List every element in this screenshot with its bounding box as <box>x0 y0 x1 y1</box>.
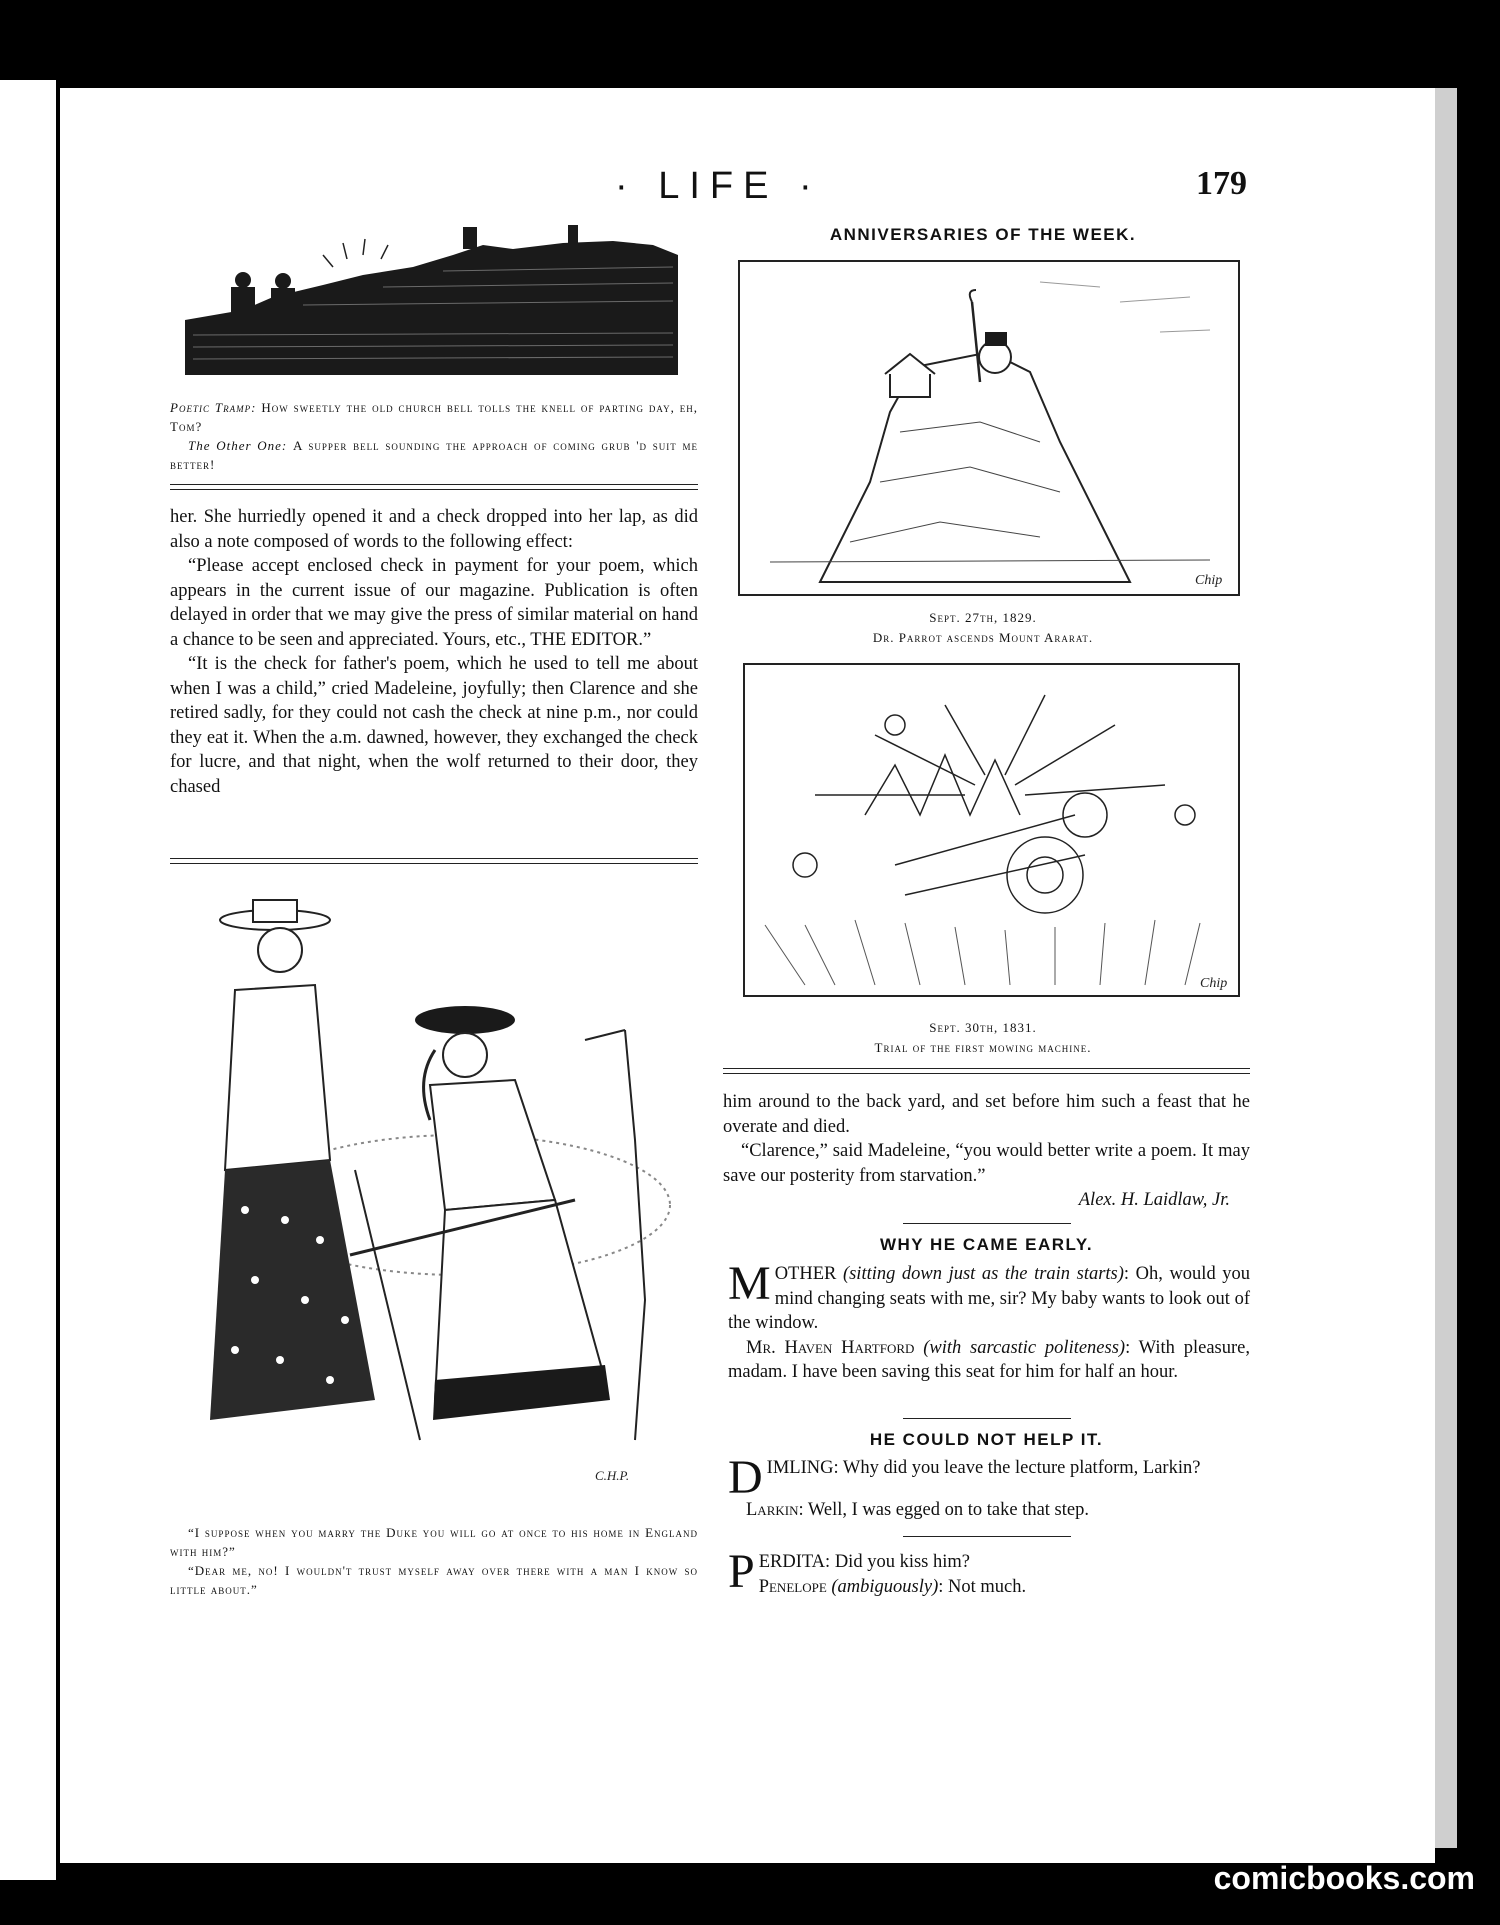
why-speaker-1: OTHER <box>774 1264 837 1284</box>
mowing-signature: Chip <box>1200 976 1228 991</box>
perdita-body <box>728 1545 1250 1599</box>
why-he-came-early-heading: WHY HE CAME EARLY. <box>879 1235 1094 1254</box>
why-dropcap: M <box>728 1257 771 1310</box>
ararat-date: Sept. 27th, 1829. <box>929 610 1037 625</box>
help-paragraph-1 <box>728 1451 1250 1504</box>
ararat-text: Dr. Parrot ascends Mount Ararat. <box>872 630 1094 645</box>
story-right-column <box>723 1090 1250 1213</box>
why-speaker-2: Mr. Haven Hartford <box>746 1337 915 1358</box>
perdita-speaker-2: Penelope <box>758 1576 827 1597</box>
magazine-title: · LIFE · <box>615 165 822 207</box>
tramp-silhouette-illustration <box>183 225 683 375</box>
mowing-machine-drawing <box>745 665 1238 995</box>
why-direction-2: (with sarcastic politeness) <box>923 1337 1126 1358</box>
help-speaker-1: IMLING: <box>766 1458 839 1478</box>
perdita-direction-2: (ambiguously) <box>831 1576 939 1597</box>
help-paragraph-2 <box>728 1498 1250 1523</box>
story-paragraph-2: “Please accept enclosed check in payment for your poem, which appears in the current issue of our magazine. Publication is often delayed in order that we may give the press of similar material on hand a chance to be seen and appreciated. Yours, etc., THE EDITOR.” <box>170 556 698 650</box>
anniversaries-heading: ANNIVERSARIES OF THE WEEK. <box>829 225 1137 244</box>
help-text-1: Why did you leave the lecture platform, Larkin? <box>842 1458 1201 1478</box>
ladies-caption-line-2: “Dear me, no! I wouldn't trust myself away over there with a man I know so little about.” <box>170 1563 698 1597</box>
mowing-machine-panel <box>743 663 1240 997</box>
two-ladies-illustration <box>115 880 685 1505</box>
tramp-line-2: A supper bell sounding the approach of coming grub 'd suit me better! <box>170 438 698 472</box>
why-direction-1: (sitting down just as the train starts) <box>842 1264 1124 1284</box>
perdita-text-1: Did you kiss him? <box>834 1552 970 1572</box>
story-author: Alex. H. Laidlaw, Jr. <box>1078 1190 1230 1210</box>
section-rule <box>723 1068 1250 1074</box>
mowing-date: Sept. 30th, 1831. <box>929 1020 1037 1035</box>
tramp-caption <box>170 398 698 474</box>
help-speaker-2: Larkin: <box>746 1500 804 1520</box>
tramp-speaker-1: Poetic Tramp: <box>170 400 257 415</box>
ladies-caption-line-1: “I suppose when you marry the Duke you will go at once to his home in England with him?” <box>170 1525 698 1559</box>
ladies-caption <box>170 1523 698 1599</box>
story-left-column <box>170 505 698 799</box>
short-rule <box>903 1223 1071 1224</box>
perdita-speaker-1: ERDITA: <box>758 1552 831 1572</box>
short-rule <box>903 1418 1071 1419</box>
section-rule <box>170 484 698 490</box>
mowing-caption <box>723 1018 1243 1058</box>
why-paragraph-2 <box>728 1336 1250 1385</box>
story-right-paragraph-2: “Clarence,” said Madeleine, “you would better write a poem. It may save our posterity from starvation.” <box>723 1141 1250 1186</box>
why-text-1: : Oh, would you mind changing seats with me, sir? My baby wants to look out of the window. <box>728 1264 1251 1333</box>
story-paragraph-3: “It is the check for father's poem, which he used to tell me about when I was a child,” cried Madeleine, joyfully; then Clarence and she retired sadly, for they could not cash the check at nine p.m., nor could they eat it. When the a.m. dawned, however, they exchanged the check for lucre, and that night, when the wolf returned to their door, they chased <box>170 654 698 797</box>
why-paragraph-1 <box>728 1257 1251 1336</box>
story-right-paragraph-1: him around to the back yard, and set before him such a feast that he overate and died. <box>723 1092 1250 1137</box>
watermark: comicbooks.com <box>1213 1860 1475 1896</box>
tramp-speaker-2: The Other One: <box>188 438 288 453</box>
why-he-came-early-body <box>728 1257 1251 1385</box>
help-dropcap: D <box>728 1451 763 1504</box>
ararat-panel <box>738 260 1240 596</box>
facing-page-edge <box>0 80 56 1880</box>
perdita-dropcap: P <box>728 1545 755 1598</box>
short-rule <box>903 1536 1071 1537</box>
page-edge-right <box>1435 88 1457 1848</box>
help-text-2: Well, I was egged on to take that step. <box>807 1500 1089 1520</box>
ararat-signature: Chip <box>1195 573 1223 588</box>
ararat-drawing <box>740 262 1238 594</box>
section-rule <box>170 858 698 864</box>
tramp-line-1: How sweetly the old church bell tolls the knell of parting day, eh, Tom? <box>170 400 698 434</box>
perdita-text-2: : Not much. <box>938 1576 1027 1597</box>
perdita-paragraph-2 <box>728 1575 1250 1600</box>
story-paragraph-1: her. She hurriedly opened it and a check dropped into her lap, as did also a note composed of words to the following effect: <box>170 507 698 552</box>
he-could-not-help-it-heading: HE COULD NOT HELP IT. <box>869 1430 1104 1449</box>
ladies-signature: C.H.P. <box>595 1468 630 1483</box>
ararat-caption <box>723 608 1243 648</box>
why-text-2: : With pleasure, madam. I have been saving this seat for him for half an hour. <box>728 1337 1250 1382</box>
he-could-not-help-it-body <box>728 1451 1250 1523</box>
page-number: 179 <box>1196 165 1247 202</box>
mowing-text: Trial of the first mowing machine. <box>874 1040 1092 1055</box>
